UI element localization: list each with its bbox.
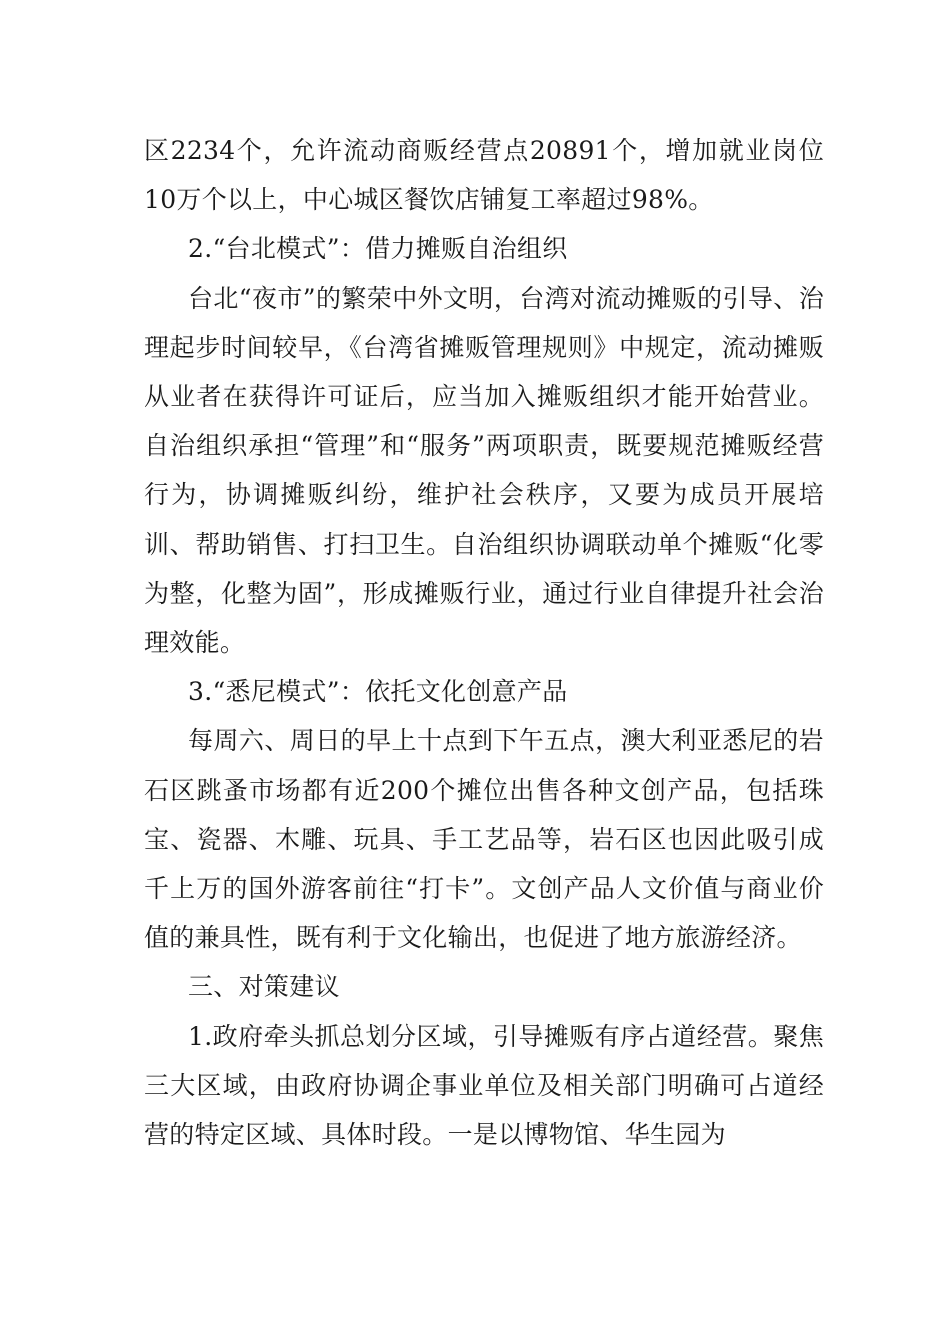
paragraph-recommendation-1: 1.政府牵头抓总划分区域，引导摊贩有序占道经营。聚焦三大区域，由政府协调企事业单位及相关部门明确可占道经营的特定区域、具体时段。一是以博物馆、华生园为 bbox=[144, 1021, 824, 1150]
paragraph-continuation: 区2234个，允许流动商贩经营点20891个，增加就业岗位10万个以上，中心城区餐饮店铺复工率超过98%。 bbox=[144, 136, 824, 215]
section-heading-sydney-model: 3.“悉尼模式”：依托文化创意产品 bbox=[188, 677, 568, 707]
section-heading-taipei-model: 2.“台北模式”：借力摊贩自治组织 bbox=[188, 234, 568, 264]
section-heading-recommendations: 三、对策建议 bbox=[188, 972, 340, 1002]
paragraph-taipei-model: 台北“夜市”的繁荣中外文明，台湾对流动摊贩的引导、治理起步时间较早，《台湾省摊贩管理规则》中规定，流动摊贩从业者在获得许可证后，应当加入摊贩组织才能开始营业。自治组织承担“管理”和“服务”两项职责，既要规范摊贩经营行为，协调摊贩纠纷，维护社会秩序，又要为成员开展培训、帮助销售、打扫卫生。自治组织协调联动单个摊贩“化零为整，化整为固”，形成摊贩行业，通过行业自律提升社会治理效能。 bbox=[144, 283, 824, 658]
paragraph-sydney-model: 每周六、周日的早上十点到下午五点，澳大利亚悉尼的岩石区跳蚤市场都有近200个摊位出售各种文创产品，包括珠宝、瓷器、木雕、玩具、手工艺品等，岩石区也因此吸引成千上万的国外游客前往“打卡”。文创产品人文价值与商业价值的兼具性，既有利于文化输出，也促进了地方旅游经济。 bbox=[144, 726, 824, 953]
document-body bbox=[144, 126, 824, 1159]
